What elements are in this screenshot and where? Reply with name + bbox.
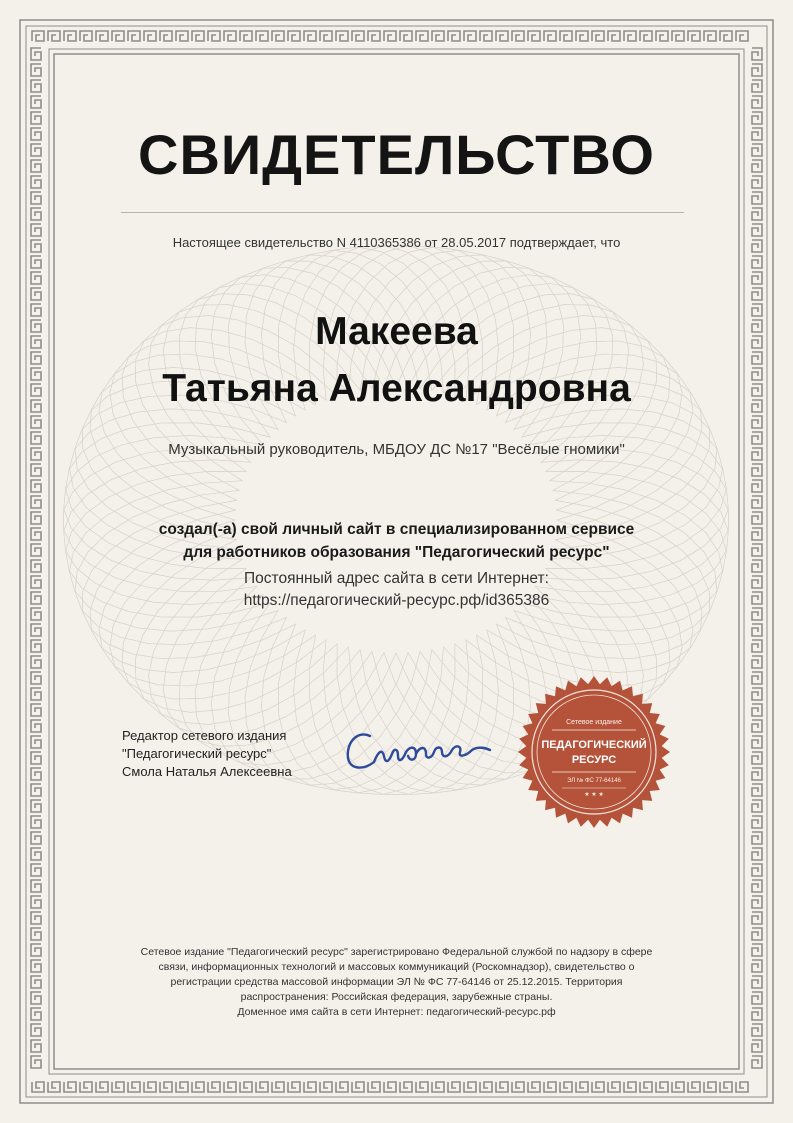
achievement-line-2: для работников образования "Педагогический ресурс" — [183, 544, 610, 561]
recipient-surname: Макеева — [315, 310, 478, 353]
certificate-title: СВИДЕТЕЛЬСТВО — [138, 123, 655, 186]
recipient-given-names: Татьяна Александровна — [162, 367, 631, 410]
editor-title: Редактор сетевого издания — [122, 728, 287, 743]
seal-registration: ЭЛ № ФС 77-64146 — [567, 778, 621, 784]
confirmation-text: Настоящее свидетельство N 4110365386 от 28.05.2017 подтверждает, что — [172, 235, 621, 250]
editor-name: Смола Наталья Алексеевна — [122, 764, 292, 779]
publisher-seal — [514, 672, 674, 832]
title-divider — [121, 212, 684, 213]
editor-block — [122, 727, 292, 781]
footer-line: Доменное имя сайта в сети Интернет: педагогический-ресурс.рф — [237, 1006, 556, 1018]
footer-line: связи, информационных технологий и массовых коммуникаций (Роскомнадзор), свидетельство о — [158, 961, 635, 973]
seal-title-line-2: РЕСУРС — [571, 754, 617, 766]
editor-publication: "Педагогический ресурс" — [122, 746, 272, 761]
editor-signature — [340, 722, 500, 782]
achievement-line-1: создал(-а) свой личный сайт в специализированном сервисе — [158, 521, 635, 538]
recipient-position: Музыкальный руководитель, МБДОУ ДС №17 "Весёлые гномики" — [168, 441, 625, 458]
footer-line: регистрации средства массовой информации ЭЛ № ФС 77-64146 от 25.12.2015. Территория — [170, 976, 623, 988]
address-label: Постоянный адрес сайта в сети Интернет: — [244, 570, 549, 587]
registration-footer — [110, 945, 683, 1020]
seal-title-line-1: ПЕДАГОГИЧЕСКИЙ — [541, 739, 647, 751]
address-url: https://педагогический-ресурс.рф/id365386 — [243, 592, 550, 609]
footer-line: Сетевое издание "Педагогический ресурс" зарегистрировано Федеральной службой по надзору в сфере — [140, 946, 653, 958]
footer-line: распространения: Российская федерация, зарубежные страны. — [240, 991, 553, 1003]
seal-top-text: Сетевое издание — [566, 719, 622, 726]
seal-stars: ★ ★ ★ — [584, 792, 604, 798]
